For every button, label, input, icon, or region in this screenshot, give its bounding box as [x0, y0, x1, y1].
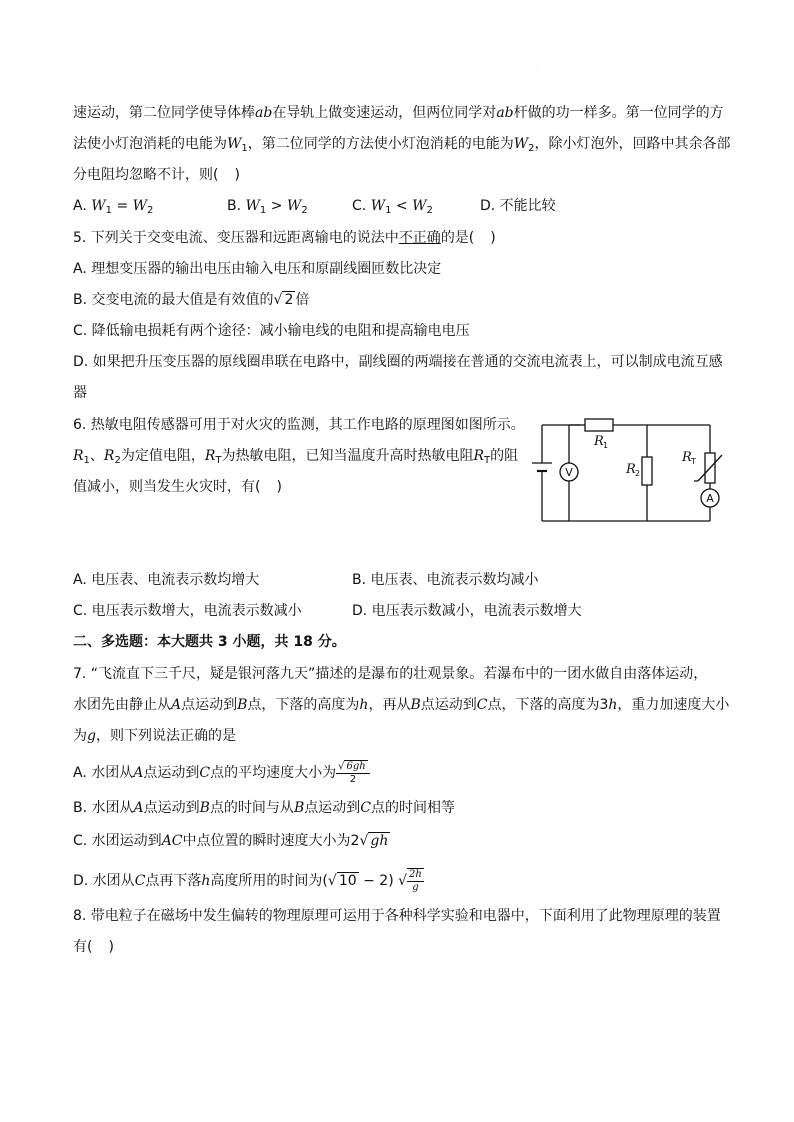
q4-option-d[interactable]: D. 不能比较	[480, 198, 556, 214]
q5-option-b[interactable]: B. 交变电流的最大值是有效值的√ 2 倍	[73, 292, 310, 308]
q6-stem-line-3: 值减小，则当发生火灾时，有( )	[73, 479, 282, 495]
q8-stem-line-1: 8. 带电粒子在磁场中发生偏转的物理原理可运用于各种科学实验和电器中，下面利用了此物理原理的装置	[73, 908, 721, 924]
q7-stem-line-2: 水团先由静止从A点运动到B点，下落的高度为h，再从B点运动到C点，下落的高度为3h，重力加速度大小	[73, 697, 730, 713]
q8-stem-line-2: 有( )	[73, 939, 114, 955]
section-heading-multi-choice: 二、多选题：本大题共 3 小题，共 18 分。	[73, 634, 346, 650]
q6-option-c[interactable]: C. 电压表示数增大，电流表示数减小	[73, 603, 302, 619]
q5-stem: 5. 下列关于交变电流、变压器和远距离输电的说法中不正确的是( )	[73, 230, 496, 246]
q4-option-c[interactable]: C. $W_1 < W_2$	[352, 198, 433, 216]
q4-line-2: 法使小灯泡消耗的电能为$W_1$，第二位同学的方法使小灯泡消耗的电能为$W_2$，除小灯泡外，回路中其余各部	[73, 136, 731, 154]
q6-option-b[interactable]: B. 电压表、电流表示数均减小	[352, 572, 539, 588]
r2-subscript: 2	[635, 469, 641, 478]
rt-label: R	[682, 450, 692, 465]
q4-option-b[interactable]: B. $W_1 > W_2$	[227, 198, 308, 216]
header-mark: ·	[537, 64, 539, 71]
q5-option-a[interactable]: A. 理想变压器的输出电压由输入电压和原副线圈匝数比决定	[73, 261, 442, 277]
voltmeter-label: V	[565, 466, 573, 479]
r1-label: R	[594, 434, 604, 449]
q5-option-c[interactable]: C. 降低输电损耗有两个途径：减小输电线的电阻和提高输电电压	[73, 323, 470, 339]
rt-subscript: T	[691, 457, 696, 466]
q7-option-d[interactable]: D. 水团从C点再下落h高度所用的时间为(√ 10 − 2) √ $\frac{2h}{g}$	[73, 869, 422, 893]
q7-option-a[interactable]: A. 水团从A点运动到C点的平均速度大小为 $\frac{√ 6gh}{2}$	[73, 760, 370, 786]
q5-option-d-line1[interactable]: D. 如果把升压变压器的原线圈串联在电路中，副线圈的两端接在普通的交流电流表上，可以制成电流互感	[73, 354, 723, 370]
r2-label: R	[626, 462, 636, 477]
q4-line-3: 分电阻均忽略不计，则( )	[73, 167, 240, 183]
q7-option-b[interactable]: B. 水团从A点运动到B点的时间与从B点运动到C点的时间相等	[73, 800, 455, 816]
q7-stem-line-1: 7. “飞流直下三千尺，疑是银河落九天”描述的是瀑布的壮观景象。若瀑布中的一团水做自由落体运动，	[73, 666, 708, 682]
q4-line-1: 速运动，第二位同学使导体棒ab在导轨上做变速运动，但两位同学对ab杆做的功一样多。第一位同学的方	[73, 105, 724, 121]
ammeter-label: A	[706, 492, 714, 505]
q5-option-d-line2[interactable]: 器	[73, 385, 87, 401]
q6-option-a[interactable]: A. 电压表、电流表示数均增大	[73, 572, 260, 588]
r1-subscript: 1	[603, 441, 609, 450]
q7-option-c[interactable]: C. 水团运动到AC中点位置的瞬时速度大小为2√ gh	[73, 833, 389, 849]
q6-stem-line-2: $R_1$、$R_2$为定值电阻，$R_T$为热敏电阻，已知当温度升高时热敏电阻$R_T$的阻	[73, 448, 519, 466]
circuit-diagram	[530, 415, 730, 527]
q4-option-a[interactable]: A. $W_1 = W_2$	[73, 198, 154, 216]
q6-option-d[interactable]: D. 电压表示数减小，电流表示数增大	[352, 603, 582, 619]
q7-stem-line-3: 为g，则下列说法正确的是	[73, 728, 236, 744]
q6-stem-line-1: 6. 热敏电阻传感器可用于对火灾的监测，其工作电路的原理图如图所示。	[73, 417, 525, 433]
